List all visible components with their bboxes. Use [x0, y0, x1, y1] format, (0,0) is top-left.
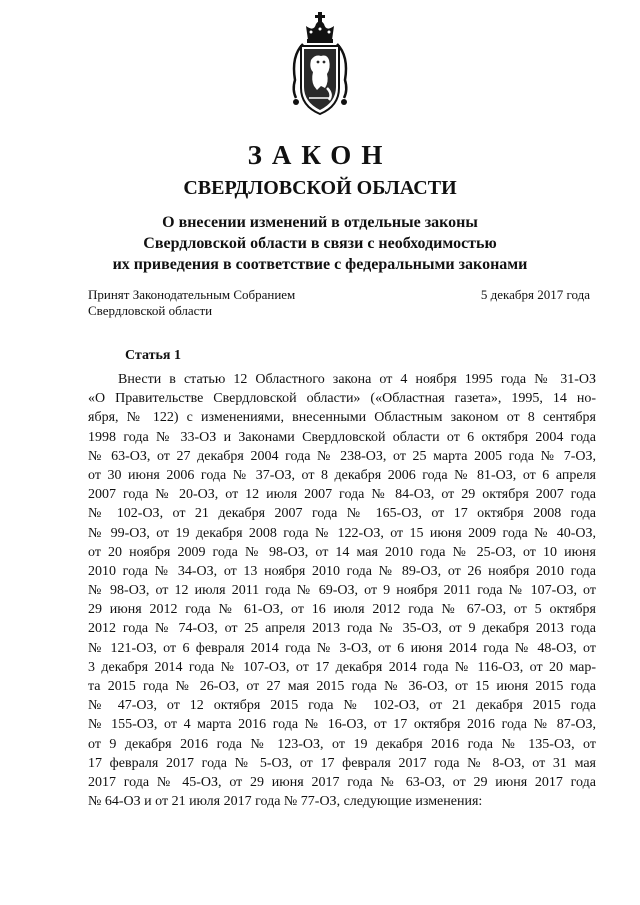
- text-line: № 98-ОЗ, от 12 июля 2011 года № 69-ОЗ, от 9 ноября 2011 года № 107-ОЗ, от: [88, 583, 596, 599]
- text-line: 2010 года № 34-ОЗ, от 13 ноября 2010 года № 89-ОЗ, от 26 ноября 2010 года: [88, 563, 596, 579]
- subject-line: О внесении изменений в отдельные законы: [162, 214, 478, 231]
- text-line: № 64-ОЗ и от 21 июля 2017 года № 77-ОЗ, следующие изменения:: [88, 794, 483, 810]
- text-line: № 121-ОЗ, от 6 февраля 2014 года № 3-ОЗ, от 6 июня 2014 года № 48-ОЗ, от: [88, 640, 596, 656]
- text-line: № 47-ОЗ, от 12 октября 2015 года № 102-ОЗ, от 21 декабря 2015 года: [88, 698, 596, 714]
- text-line: № 155-ОЗ, от 4 марта 2016 года № 16-ОЗ, от 17 октября 2016 года № 87-ОЗ,: [88, 717, 596, 733]
- text-line: 29 июня 2012 года № 61-ОЗ, от 16 июля 2012 года № 67-ОЗ, от 5 октября: [88, 602, 596, 618]
- text-line: «О Правительстве Свердловской области» («Областная газета», 1995, 14 но-: [88, 391, 596, 407]
- text-line: 17 февраля 2017 года № 5-ОЗ, от 17 февраля 2017 года № 8-ОЗ, от 31 мая: [88, 755, 596, 771]
- adoption-date: 5 декабря 2017 года: [480, 287, 590, 302]
- region-title: СВЕРДЛОВСКОЙ ОБЛАСТИ: [183, 177, 457, 199]
- text-line: № 63-ОЗ, от 27 декабря 2004 года № 238-ОЗ, от 25 марта 2005 года № 7-ОЗ,: [88, 448, 596, 464]
- text-line: 1998 года № 33-ОЗ и Законами Свердловской области от 6 октября 2004 года: [88, 429, 596, 445]
- text-line: ября, № 122) с изменениями, внесенными Областным законом от 8 сентября: [88, 410, 596, 426]
- article-title: Статья 1: [125, 348, 181, 363]
- text-line: та 2015 года № 26-ОЗ, от 27 мая 2015 года № 36-ОЗ, от 15 июня 2015 года: [88, 679, 596, 694]
- text-line: 2017 года № 45-ОЗ, от 29 июня 2017 года № 63-ОЗ, от 29 июня 2017 года: [88, 774, 596, 790]
- adoption-line: Принят Законодательным Собранием: [88, 287, 296, 302]
- adoption-info: [88, 287, 295, 319]
- law-subject: [80, 212, 560, 275]
- text-line: Внести в статью 12 Областного закона от 4 ноября 1995 года № 31-ОЗ: [118, 372, 596, 387]
- text-line: от 20 ноября 2009 года № 98-ОЗ, от 14 мая 2010 года № 25-ОЗ, от 10 июня: [88, 544, 596, 560]
- shield-icon: [301, 46, 339, 114]
- text-line: 2007 года № 20-ОЗ, от 12 июля 2007 года № 84-ОЗ, от 29 октября 2007 года: [88, 487, 596, 503]
- text-line: 2012 года № 74-ОЗ, от 25 апреля 2013 года № 35-ОЗ, от 9 декабря 2013 года: [88, 621, 596, 637]
- text-line: от 9 декабря 2016 года № 123-ОЗ, от 19 декабря 2016 года № 135-ОЗ, от: [88, 736, 596, 752]
- text-line: № 102-ОЗ, от 21 декабря 2007 года № 165-ОЗ, от 17 октября 2008 года: [88, 506, 596, 522]
- text-line: от 30 июня 2006 года № 37-ОЗ, от 8 декабря 2006 года № 81-ОЗ, от 6 апреля: [88, 467, 596, 483]
- adoption-line: Свердловской области: [88, 303, 213, 318]
- text-line: № 99-ОЗ, от 19 декабря 2008 года № 122-ОЗ, от 15 июня 2009 года № 40-ОЗ,: [88, 525, 596, 541]
- subject-line: Свердловской области в связи с необходимостью: [143, 235, 497, 252]
- law-title: ЗАКОН: [247, 140, 393, 170]
- article-body: [88, 370, 596, 811]
- text-line: 3 декабря 2014 года № 107-ОЗ, от 17 декабря 2014 года № 116-ОЗ, от 20 мар-: [88, 659, 596, 675]
- crown-icon: [306, 12, 334, 43]
- subject-line: их приведения в соответствие с федеральными законами: [112, 256, 528, 273]
- coat-of-arms-emblem: [287, 10, 353, 122]
